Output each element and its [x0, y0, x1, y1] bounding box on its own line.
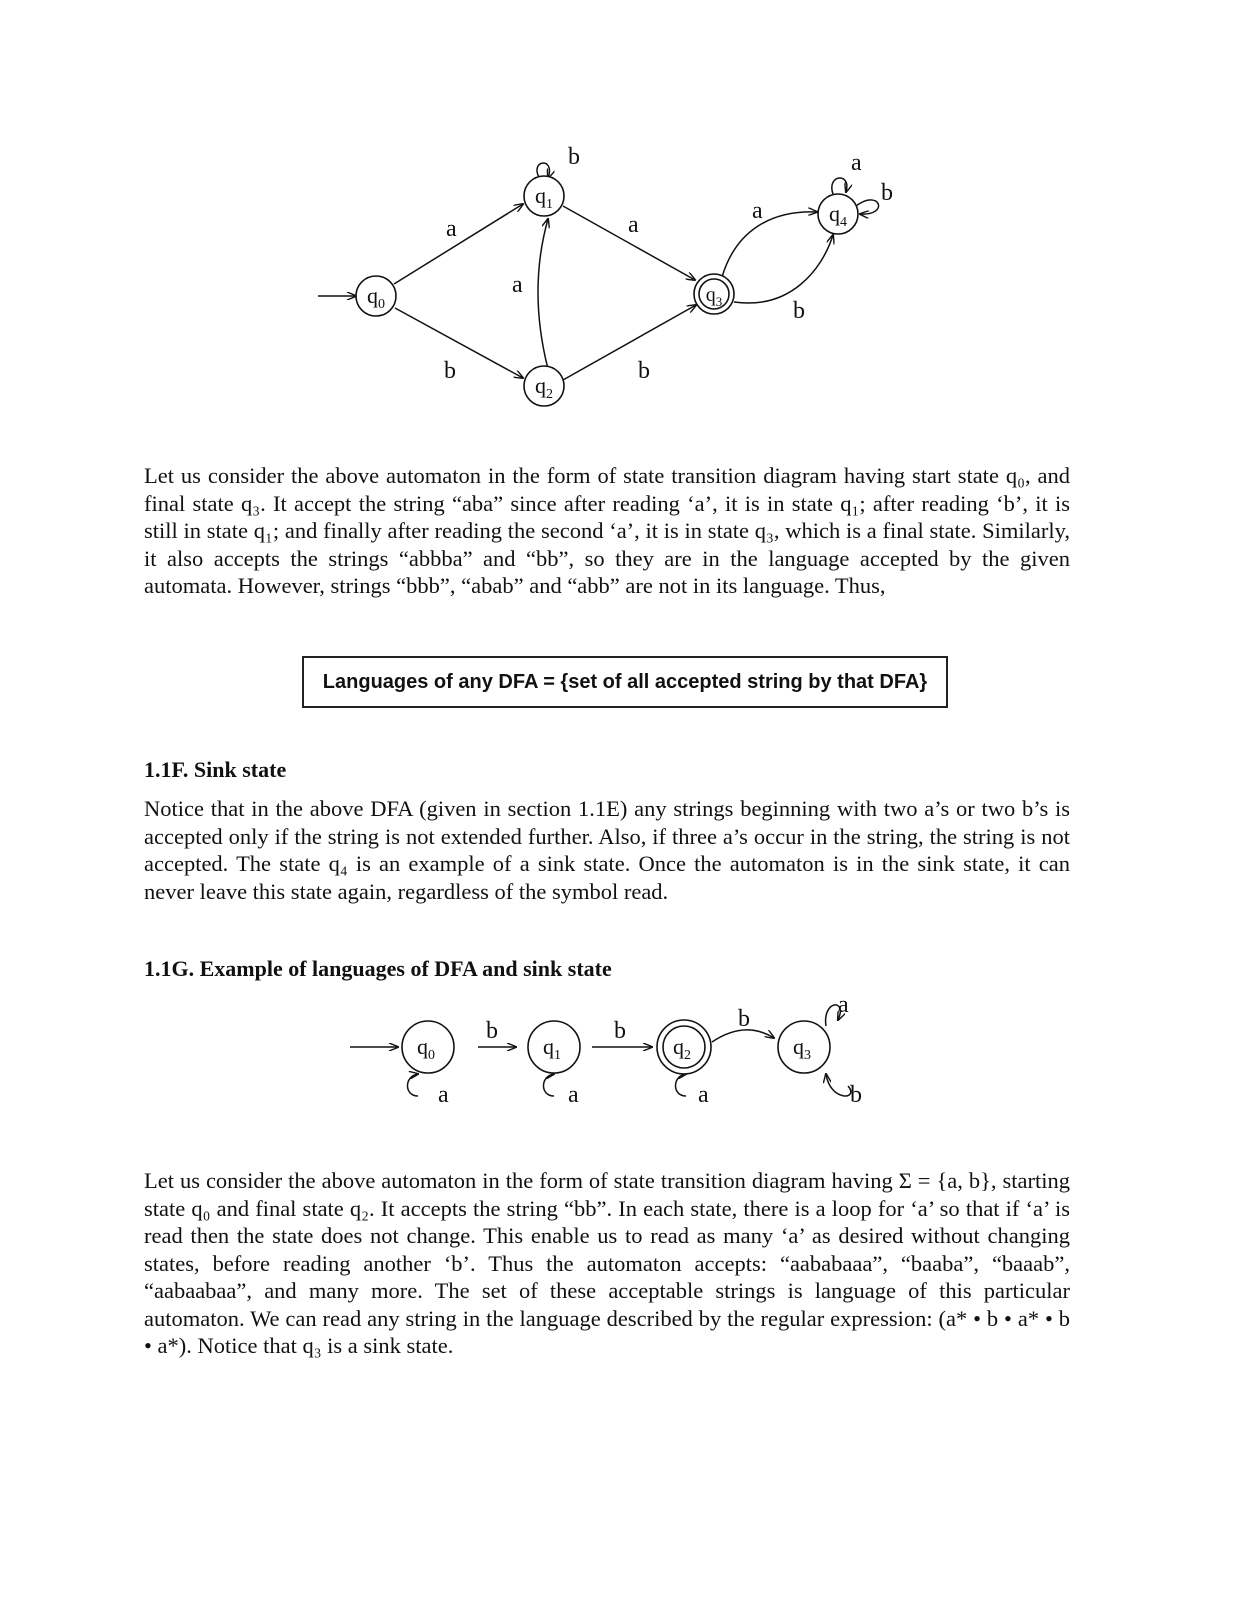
label2-q1-loop: a [568, 1082, 579, 1108]
label-q1-loop: b [568, 144, 580, 170]
svg-text:q0: $q_0$ [417, 1034, 435, 1063]
edge-q0-q1 [394, 204, 523, 284]
svg-text:q1: $q_1$ [543, 1034, 561, 1063]
edge-q3-q4-b [734, 235, 833, 303]
label2-q2-loop: a [698, 1082, 709, 1108]
heading-sink-state: 1.1F. Sink state [144, 757, 287, 782]
label2-q2-q3: b [738, 1006, 750, 1032]
dfa-diagram-1 [0, 120, 1237, 420]
state2-q3 [778, 1021, 830, 1073]
state-q3-final [694, 274, 734, 314]
edge-q2-q1 [538, 219, 548, 369]
svg-text:q2: $q_2$ [535, 373, 553, 402]
label2-q3-loop-a: a [838, 992, 849, 1018]
loop-q4-a [832, 178, 847, 194]
label-q4-loop-a: a [851, 150, 862, 176]
state2-q1 [528, 1021, 580, 1073]
state-q4 [818, 194, 858, 234]
edge-q3-q4-a [722, 212, 817, 277]
label-q0-q1: a [446, 216, 457, 242]
definition-box [302, 656, 948, 708]
label-q3-q4-b: b [793, 298, 805, 324]
label-q1-q3: a [628, 212, 639, 238]
label-q2-q3: b [638, 358, 650, 384]
svg-text:q0: $q_0$ [367, 283, 385, 312]
svg-text:q3: $q_3$ [705, 284, 723, 309]
label2-q3-loop-b: b [850, 1082, 862, 1108]
label-q3-q4-a: a [752, 198, 763, 224]
label-q2-q1: a [512, 272, 523, 298]
label-q4-loop-b: b [881, 180, 893, 206]
dfa-diagram-2 [0, 990, 1237, 1120]
edge-q0-q2 [395, 308, 523, 378]
label2-q0-loop: a [438, 1082, 449, 1108]
loop2-q2-a [676, 1074, 687, 1096]
label2-q1-q2: b [614, 1018, 626, 1044]
edge-q2-q3 [563, 305, 696, 380]
loop2-q0-a [408, 1074, 419, 1096]
svg-text:q2: $q_2$ [673, 1034, 691, 1063]
paragraph-automaton-1: Let us consider the above automaton in the form of state transition diagram having start state q₀, and final state q₃. It accept the string “aba” since after reading ‘a’, it is in state q₁; after reading ‘b’, it is still in state q₁; and finally after reading the second ‘a’, it is in state q₃, which is a final state. Similarly, it also accepts the strings “abbba” and “bb”, so they are in the language accepted by the given automata. However, strings “bbb”, “abab” and “abb” are not in its language. Thus, [144, 463, 1070, 598]
paragraph-example-languages: Let us consider the above automaton in the form of state transition diagram having Σ = {a, b}, starting state q₀ and final state q₂. It accepts the string “bb”. In each state, there is a loop for ‘a’ so that if ‘a’ is read then the state does not change. This enable us to read as many ‘a’ as desired without changing states, before reading another ‘b’. Thus the automaton accepts: “aababaaa”, “baaba”, “baaab”, “aabaabaa”, and many more. The set of these acceptable strings is language of this particular automaton. We can read any string in the language described by the regular expression: (a* • b • a* • b • a*). Notice that q₃ is a sink state. [144, 1168, 1070, 1358]
state-q1 [524, 176, 564, 216]
definition-text: Languages of any DFA = {set of all accepted string by that DFA} [322, 670, 928, 693]
svg-text:q1: $q_1$ [535, 183, 553, 212]
loop2-q3-b [826, 1074, 851, 1096]
state-q2 [524, 366, 564, 406]
state2-q2-final [657, 1020, 711, 1074]
state2-q0 [402, 1021, 454, 1073]
heading-example-languages: 1.1G. Example of languages of DFA and sink state [144, 956, 612, 981]
svg-text:q3: $q_3$ [793, 1034, 811, 1063]
state-q0 [356, 276, 396, 316]
label2-q0-q1: b [486, 1018, 498, 1044]
label-q0-q2: b [444, 358, 456, 384]
svg-text:q4: $q_4$ [829, 201, 847, 230]
paragraph-sink-state: Notice that in the above DFA (given in section 1.1E) any strings beginning with two a’s or two b’s is accepted only if the string is not extended further. Also, if three a’s occur in the string, the string is not accepted. The state q₄ is an example of a sink state. Once the automaton is in the sink state, it can never leave this state again, regardless of the symbol read. [144, 796, 1070, 904]
loop2-q1-a [544, 1074, 555, 1096]
loop-q4-b [856, 200, 879, 214]
